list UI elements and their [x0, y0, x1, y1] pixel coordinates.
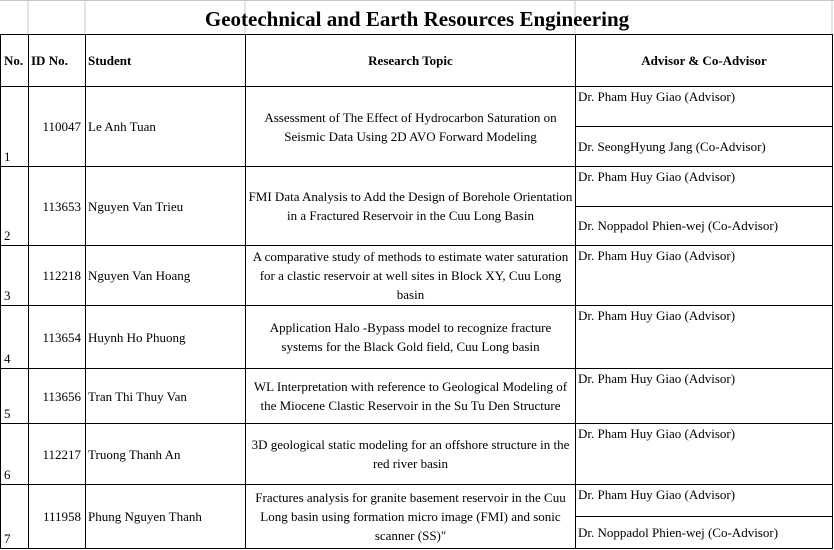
advisor-name: Dr. Pham Huy Giao (Advisor) — [578, 371, 736, 386]
table-row — [1, 424, 833, 485]
page-title: Geotechnical and Earth Resources Engineering — [204, 7, 630, 31]
table-row — [1, 306, 833, 369]
table-row — [1, 369, 833, 424]
student-name: Nguyen Van Hoang — [86, 246, 246, 306]
advisor-cell — [576, 246, 833, 306]
student-id: 112217 — [29, 424, 86, 485]
research-topic: A comparative study of methods to estimate water saturation for a clastic reservoir at well sites in Block XY, Cuu Long basin — [246, 246, 576, 306]
research-topic: WL Interpretation with reference to Geological Modeling of the Miocene Clastic Reservoir in the Su Tu Den Structure — [246, 369, 576, 424]
row-number: 1 — [1, 87, 29, 167]
row-number: 7 — [1, 485, 29, 549]
row-number: 3 — [1, 246, 29, 306]
research-topic: Assessment of The Effect of Hydrocarbon Saturation on Seismic Data Using 2D AVO Forward Modeling — [246, 87, 576, 167]
student-id: 111958 — [29, 485, 86, 549]
student-id: 113653 — [29, 167, 86, 246]
advisor-cell — [576, 306, 833, 369]
advisor-name: Dr. Pham Huy Giao (Advisor) — [576, 167, 832, 207]
student-id: 113656 — [29, 369, 86, 424]
student-id: 110047 — [29, 87, 86, 167]
advisor-cell — [576, 369, 833, 424]
table-row — [1, 167, 833, 246]
coadvisor-name: Dr. SeongHyung Jang (Co-Advisor) — [578, 139, 766, 154]
advisor-name: Dr. Pham Huy Giao (Advisor) — [576, 87, 832, 127]
header-id: ID No. — [29, 35, 86, 87]
research-topic: 3D geological static modeling for an offshore structure in the red river basin — [246, 424, 576, 485]
header-row — [1, 35, 833, 87]
advisor-cell — [576, 87, 833, 167]
advisor-name: Dr. Pham Huy Giao (Advisor) — [578, 426, 736, 441]
table-row — [1, 87, 833, 167]
student-name: Le Anh Tuan — [86, 87, 246, 167]
student-name: Phung Nguyen Thanh — [86, 485, 246, 549]
research-topic: FMI Data Analysis to Add the Design of Borehole Orientation in a Fractured Reservoir in the Cuu Long Basin — [246, 167, 576, 246]
table-row — [1, 246, 833, 306]
coadvisor-name: Dr. Noppadol Phien-wej (Co-Advisor) — [578, 525, 779, 540]
coadvisor-name: Dr. Noppadol Phien-wej (Co-Advisor) — [578, 218, 779, 234]
row-number: 2 — [1, 167, 29, 246]
advisor-cell — [576, 485, 833, 549]
table-row — [1, 485, 833, 549]
advisor-cell — [576, 167, 833, 246]
row-number: 5 — [1, 369, 29, 424]
header-student: Student — [86, 35, 246, 87]
header-topic: Research Topic — [246, 35, 576, 87]
research-topic: Fractures analysis for granite basement reservoir in the Cuu Long basin using formation micro image (FMI) and sonic scanner (SS)" — [246, 485, 576, 549]
advisor-name: Dr. Pham Huy Giao (Advisor) — [578, 308, 736, 323]
student-name: Truong Thanh An — [86, 424, 246, 485]
student-id: 113654 — [29, 306, 86, 369]
student-name: Huynh Ho Phuong — [86, 306, 246, 369]
research-topic: Application Halo -Bypass model to recognize fracture systems for the Black Gold field, Cuu Long basin — [246, 306, 576, 369]
research-table — [0, 34, 833, 549]
row-number: 6 — [1, 424, 29, 485]
advisor-name: Dr. Pham Huy Giao (Advisor) — [578, 248, 736, 263]
header-no: No. — [1, 35, 29, 87]
header-advisor: Advisor & Co-Advisor — [576, 35, 833, 87]
student-id: 112218 — [29, 246, 86, 306]
student-name: Tran Thi Thuy Van — [86, 369, 246, 424]
advisor-cell — [576, 424, 833, 485]
row-number: 4 — [1, 306, 29, 369]
advisor-name: Dr. Pham Huy Giao (Advisor) — [576, 485, 832, 517]
student-name: Nguyen Van Trieu — [86, 167, 246, 246]
